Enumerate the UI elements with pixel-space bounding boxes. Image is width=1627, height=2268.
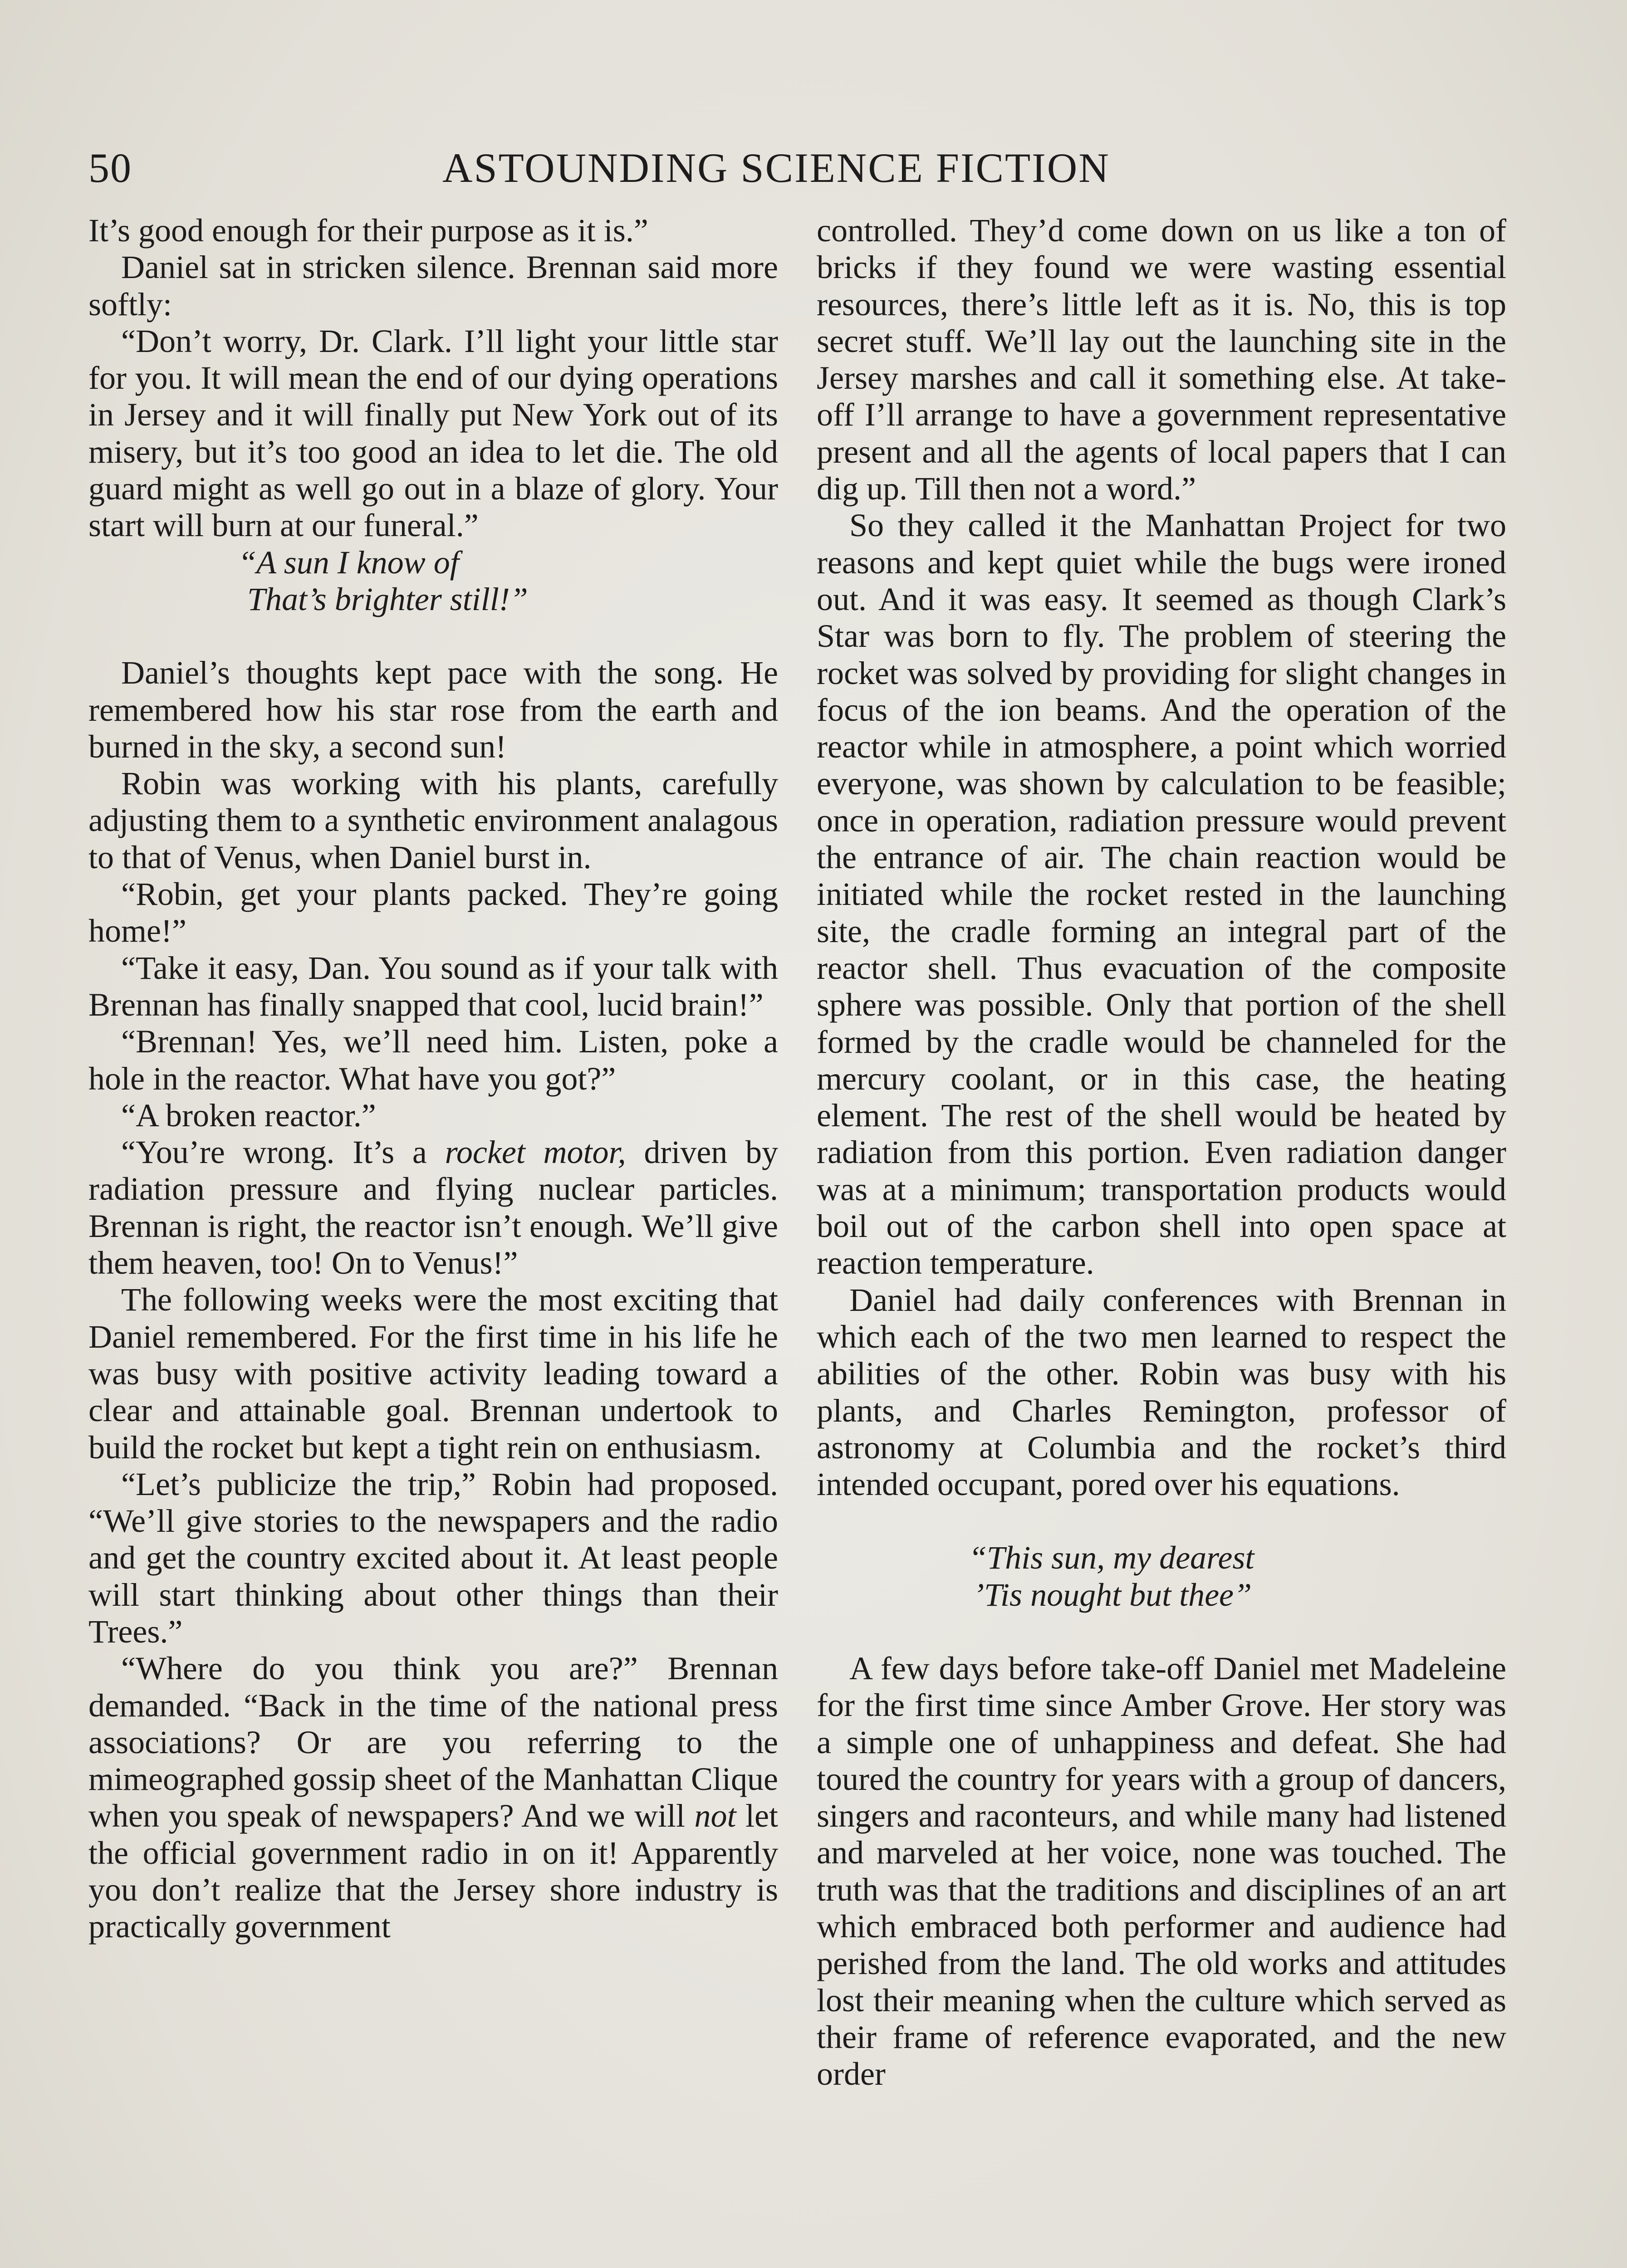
text-run: “Where do you think you are?” Brennan demanded. “Back in the time of the national press associations? Or are you referring to the mimeographed gossip sheet of the Manhattan Clique when you speak of newspapers? And we will <box>88 1650 778 1834</box>
paragraph: “Don’t worry, Dr. Clark. I’ll light your little star for you. It will mean the end of our dying operations in Jersey and it will finally put New York out of its misery, but it’s too good an idea to let die. The old guard might as well go out in a blaze of glory. Your start will burn at our funeral.” <box>88 323 778 544</box>
paragraph: It’s good enough for their purpose as it is.” <box>88 212 648 249</box>
paragraph: “Take it easy, Dan. You sound as if your talk with Brennan has finally snapped that cool, lucid brain!” <box>88 949 778 1023</box>
paragraph <box>88 1650 778 1945</box>
text-run: “You’re wrong. It’s a <box>121 1134 445 1171</box>
right-column <box>817 212 1506 2093</box>
paragraph: Daniel’s thoughts kept pace with the song. He remembered how his star rose from the earth and burned in the sky, a second sun! <box>88 655 778 765</box>
paragraph: “Brennan! Yes, we’ll need him. Listen, poke a hole in the reactor. What have you got?” <box>88 1023 778 1097</box>
paragraph: Robin was working with his plants, carefully adjusting them to a synthetic environment analagous to that of Venus, when Daniel burst in. <box>88 765 778 875</box>
paragraph: “Robin, get your plants packed. They’re going home!” <box>88 876 778 949</box>
text-run: let the official government radio in on it! Apparently you don’t realize that the Jersey shore industry is practically government <box>88 1798 779 1945</box>
emphasis: rocket motor, <box>445 1134 626 1171</box>
text-run: driven by radiation pressure and flying nuclear particles. Brennan is right, the reactor isn’t enough. We’ll give them heaven, too! On to Venus!” <box>88 1134 779 1281</box>
verse-line: “This sun, my dearest <box>969 1540 1255 1576</box>
paragraph: A few days before take-off Daniel met Madeleine for the first time since Amber Grove. Her story was a simple one of unhappiness and defeat. She had toured the country for years with a group of dancers, singers and raconteurs, and while many had listened and marveled at her voice, none was touched. The truth was that the traditions and disciplines of an art which embraced both performer and audience had perished from the land. The old works and attitudes lost their meaning when the culture which served as their frame of reference evaporated, and the new order <box>817 1650 1506 2092</box>
paragraph: Daniel had daily conferences with Brennan in which each of the two men learned to respect the abilities of the other. Robin was busy with his plants, and Charles Remington, professor of astronomy at Columbia and the rocket’s third intended occupant, pored over his equations. <box>817 1281 1506 1503</box>
paragraph <box>88 1134 778 1281</box>
left-column <box>88 212 778 1945</box>
verse-line: “A sun I know of <box>238 544 459 581</box>
paragraph: The following weeks were the most exciting that Daniel remembered. For the first time in his life he was busy with positive activity leading toward a clear and attainable goal. Brennan undertook to build the rocket but kept a tight rein on enthusiasm. <box>88 1281 778 1466</box>
page-number: 50 <box>88 145 132 191</box>
song-verse <box>817 1540 1506 1613</box>
paragraph: Daniel sat in stricken silence. Brennan said more softly: <box>88 249 778 323</box>
emphasis: not <box>694 1798 736 1834</box>
paragraph: So they called it the Manhattan Project for two reasons and kept quiet while the bugs were ironed out. And it was easy. It seemed as though Clark’s Star was born to fly. The problem of steering the rocket was solved by providing for slight changes in focus of the ion beams. And the operation of the reactor while in atmosphere, a point which worried everyone, was shown by calculation to be feasible; once in operation, radiation pressure would prevent the entrance of air. The chain reaction would be initiated while the rocket rested in the launching site, the cradle forming an integral part of the reactor shell. Thus evacuation of the composite sphere was possible. Only that portion of the shell formed by the cradle would be channeled for the mercury coolant, or in this case, the heating element. The rest of the shell would be heated by radiation from this portion. Even radiation danger was at a minimum; transportation products would boil out of the carbon shell into open space at reaction temperature. <box>817 507 1506 1281</box>
verse-line: ’Tis nought but thee” <box>973 1576 1252 1613</box>
page-header <box>88 136 1522 200</box>
song-verse <box>88 544 778 618</box>
paragraph: “A broken reactor.” <box>121 1097 376 1134</box>
verse-line: That’s brighter still!” <box>247 581 528 617</box>
paragraph: “Let’s publicize the trip,” Robin had proposed. “We’ll give stories to the newspapers and the radio and get the country excited about it. At least people will start thinking about other things than their Trees.” <box>88 1466 778 1650</box>
running-title: ASTOUNDING SCIENCE FICTION <box>442 145 1110 191</box>
paragraph: controlled. They’d come down on us like a ton of bricks if they found we were wasting essential resources, there’s little left as it is. No, this is top secret stuff. We’ll lay out the launching site in the Jersey marshes and call it something else. At take-off I’ll arrange to have a government representative present and all the agents of local papers that I can dig up. Till then not a word.” <box>817 212 1506 507</box>
